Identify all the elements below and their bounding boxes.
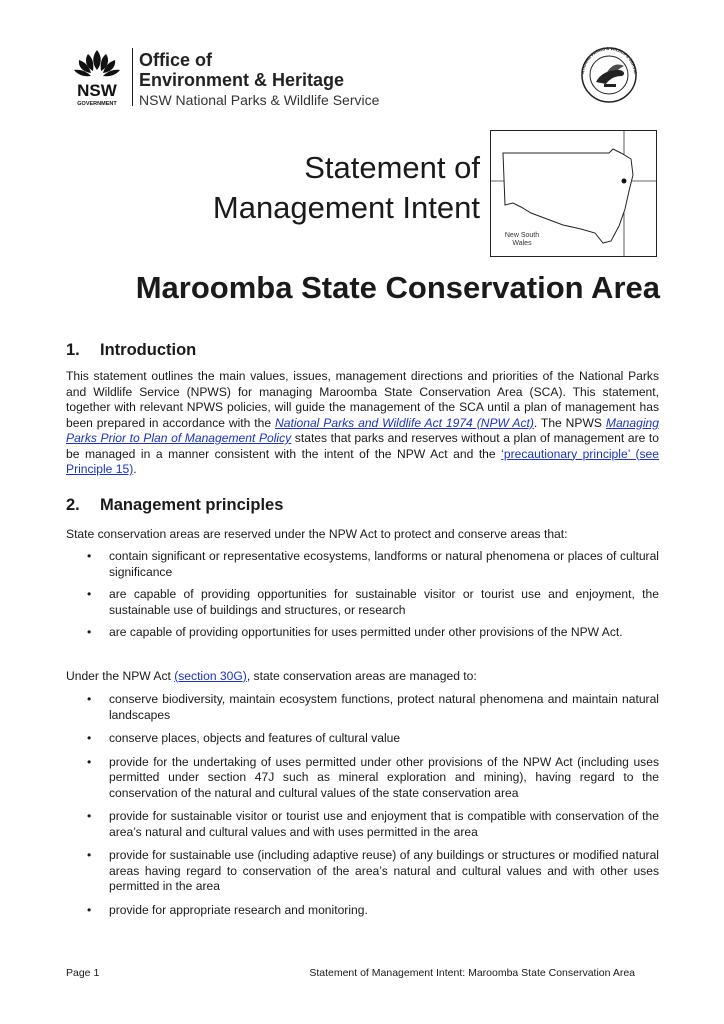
nsw-government-logo xyxy=(66,46,128,108)
org-name-line1: Office of xyxy=(139,50,213,70)
principles-intro: State conservation areas are reserved under the NPW Act to protect and conserve areas that: xyxy=(66,527,568,541)
list-item: • are capable of providing opportunities for uses permitted under other provisions of the NPW Act. xyxy=(87,625,623,639)
footer-doc-title: Statement of Management Intent: Maroomba State Conservation Area xyxy=(309,967,635,979)
section-title: Introduction xyxy=(100,341,197,359)
org-name-line2: Environment & Heritage xyxy=(139,70,345,90)
list-item: • conserve places, objects and features of cultural value xyxy=(87,731,401,745)
principles-list xyxy=(66,549,659,641)
npw-act-link[interactable]: National Parks and Wildlife Act 1974 (NPW Act) xyxy=(275,415,534,430)
list-item: • contain significant or representative ecosystems, landforms or natural phenomena or places of cultural significance xyxy=(87,549,659,579)
intro-text-2: . The NPWS xyxy=(533,415,606,430)
logo-divider xyxy=(132,48,133,106)
list-item: • conserve biodiversity, maintain ecosystem functions, protect natural phenomena and maintain natural landscapes xyxy=(87,692,659,722)
precautionary-principle-link[interactable]: ‘precautionary principle’ (see Principle 15) xyxy=(66,446,659,476)
doc-title-line2: Management Intent xyxy=(212,190,480,225)
list-item: • provide for sustainable use (including adaptive reuse) of any buildings or structures or modified natural areas having regard to conservation of the area’s natural and cultural values and with other uses permitted in the area xyxy=(87,848,659,893)
list-item-text: contain significant or representative ecosystems, landforms or natural phenomena or places of cultural significance xyxy=(109,549,659,579)
list-item-text: conserve biodiversity, maintain ecosystem functions, protect natural phenomena and maintain natural landscapes xyxy=(109,692,659,722)
intro-text-3: states that parks and reserves without a plan of management are to be managed in a manner consistent with the intent of the NPW Act and the xyxy=(66,431,659,461)
list-item-text: provide for appropriate research and monitoring. xyxy=(109,902,368,917)
list-item: • are capable of providing opportunities for sustainable visitor or tourist use and enjoyment, the sustainable use of buildings and structures, or research xyxy=(87,587,659,617)
list-item-text: are capable of providing opportunities for sustainable visitor or tourist use and enjoyment, the sustainable use of buildings and structures, or research xyxy=(109,587,659,617)
section-title: Management principles xyxy=(100,496,284,514)
list-item-text: provide for sustainable visitor or tourist use and enjoyment that is compatible with conservation of the area’s natural and cultural values and with uses permitted in the area xyxy=(109,809,659,839)
list-item-text: provide for sustainable use (including adaptive reuse) of any buildings or structures or modified natural areas having regard to conservation of the area’s natural and cultural values and with other uses permitted in the area xyxy=(109,848,659,893)
svg-text:NATIONAL PARKS & WILDLIFE SERV xyxy=(574,46,638,74)
section-30g-link[interactable]: (section 30G) xyxy=(174,669,247,683)
management-intro-text: Under the NPW Act xyxy=(66,669,175,683)
intro-text-1: This statement outlines the main values, issues, management directions and priorities of the National Parks and Wildlife Service (NPWS) for managing Maroomba State Conservation Area (SCA). This statement, together with relevant NPWS policies, will guide the management of the SCA until a plan of management has been prepared in accordance with the xyxy=(66,369,659,430)
list-item: • provide for appropriate research and monitoring. xyxy=(87,902,368,917)
seal-text: ATIONAL PARKS & WILDLIFE SERVIC xyxy=(580,46,639,75)
lyrebird-icon xyxy=(596,65,624,87)
list-item-text: provide for the undertaking of uses permitted under other provisions of the NPW Act (including uses permitted under section 47J such as mineral exploration and mining), having regard to the conservation of the natural and cultural values of the state conservation area xyxy=(109,754,659,800)
list-item-text: are capable of providing opportunities for uses permitted under other provisions of the NPW Act. xyxy=(109,625,623,639)
management-list xyxy=(66,692,659,918)
management-intro-text-end: , state conservation areas are managed to: xyxy=(246,669,477,683)
map-label: New South Wales xyxy=(504,232,540,247)
doc-title-line1: Statement of xyxy=(304,150,480,185)
nsw-logo-word: NSW xyxy=(77,81,117,100)
section-1-heading xyxy=(66,340,196,360)
intro-text-4: . xyxy=(133,462,137,476)
list-item: • provide for the undertaking of uses permitted under other provisions of the NPW Act (including uses permitted under section 47J such as mineral exploration and mining), having regard to the conservation of the natural and cultural values of the state conservation area xyxy=(87,754,659,800)
intro-paragraph xyxy=(66,369,659,478)
section-number: 2. xyxy=(66,496,80,514)
area-title: Maroomba State Conservation Area xyxy=(135,270,660,305)
section-number: 1. xyxy=(66,341,80,359)
location-marker xyxy=(622,179,627,184)
nsw-logo-sub: GOVERNMENT xyxy=(77,101,117,107)
org-name-line3: NSW National Parks & Wildlife Service xyxy=(139,92,380,108)
npws-seal-emblem xyxy=(574,46,644,104)
list-item-text: conserve places, objects and features of cultural value xyxy=(109,731,401,745)
section-2-heading xyxy=(66,495,283,515)
waratah-icon xyxy=(74,50,120,76)
management-intro xyxy=(66,669,659,685)
page-number: Page 1 xyxy=(66,967,100,979)
list-item: • provide for sustainable visitor or tourist use and enjoyment that is compatible with conservation of the area’s natural and cultural values and with uses permitted in the area xyxy=(87,809,659,839)
managing-parks-policy-link[interactable]: Managing Parks Prior to Plan of Management Policy xyxy=(66,415,659,445)
